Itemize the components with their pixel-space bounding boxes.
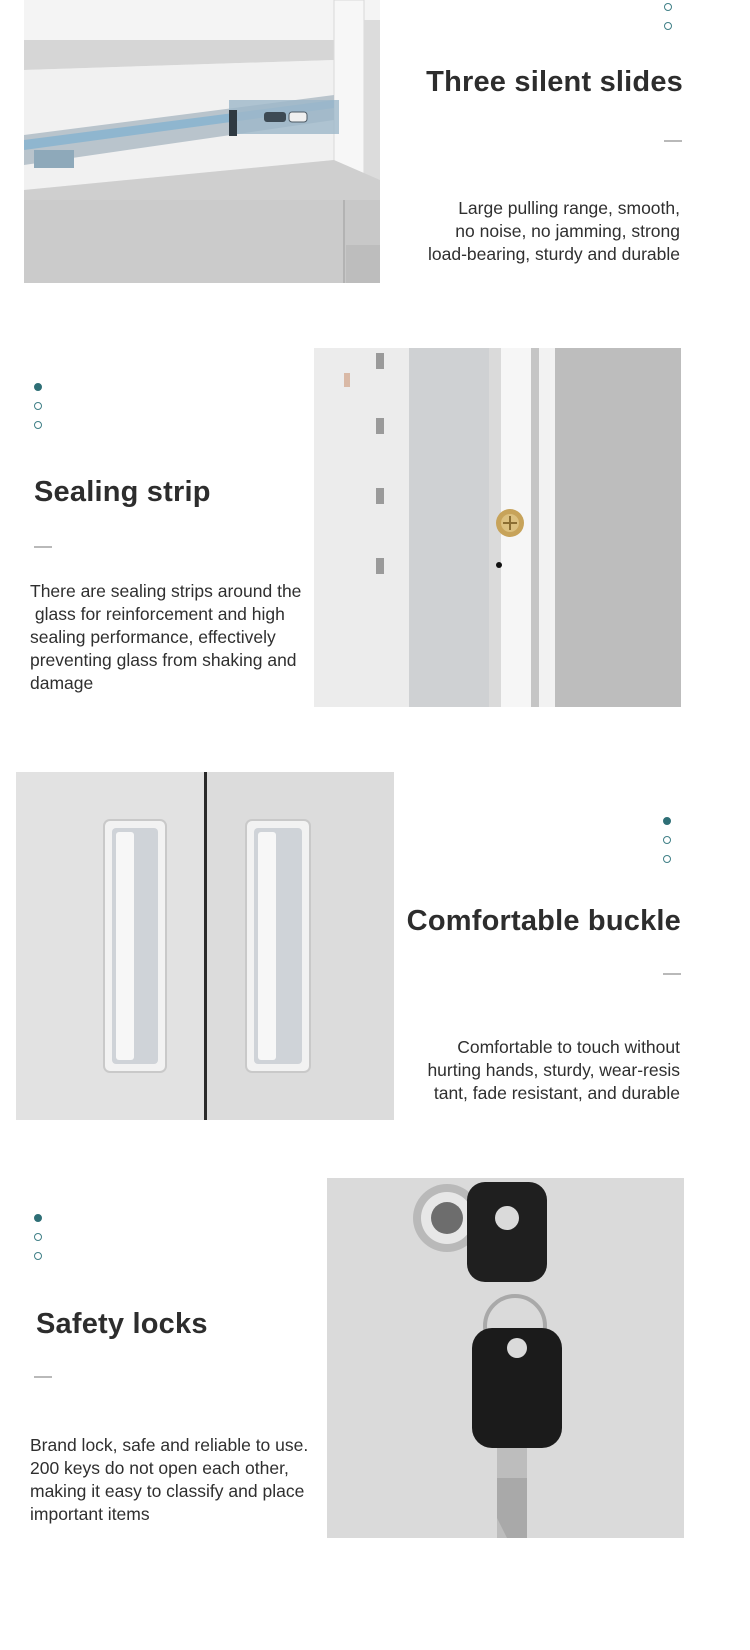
description-line: no noise, no jamming, strong [455, 221, 680, 241]
feature-description [428, 197, 680, 266]
pagination-dots [664, 3, 674, 43]
description-line: glass for reinforcement and high [30, 604, 285, 624]
pagination-dots [663, 817, 673, 867]
feature-section-buckle [0, 770, 750, 1150]
dot-3 [34, 1252, 42, 1260]
description-line: damage [30, 673, 94, 693]
description-line: hurting hands, sturdy, wear-resis [427, 1060, 680, 1080]
glass-door-photo [314, 348, 681, 707]
drawer-slide-photo [24, 0, 380, 283]
feature-section-sealing [0, 340, 750, 730]
dot-2 [34, 402, 42, 410]
description-line: tant, fade resistant, and durable [433, 1083, 680, 1103]
divider-dash [664, 140, 682, 142]
description-line: Large pulling range, smooth, [458, 198, 680, 218]
feature-title: Three silent slides [426, 66, 683, 98]
feature-section-locks [0, 1170, 750, 1650]
feature-section-slides [0, 0, 750, 300]
dot-active [663, 817, 671, 825]
divider-dash [34, 1376, 52, 1378]
dot-3 [663, 855, 671, 863]
description-line: Brand lock, safe and reliable to use. [30, 1435, 309, 1455]
divider-dash [663, 973, 681, 975]
description-line: preventing glass from shaking and [30, 650, 297, 670]
feature-description [30, 580, 301, 695]
feature-title: Sealing strip [34, 476, 211, 508]
feature-description [30, 1434, 308, 1526]
key-lock-photo [327, 1178, 684, 1538]
description-line: Comfortable to touch without [457, 1037, 680, 1057]
description-line: There are sealing strips around the [30, 581, 302, 601]
dot-2 [664, 22, 672, 30]
description-line: making it easy to classify and place [30, 1481, 305, 1501]
dot-2 [663, 836, 671, 844]
divider-dash [34, 546, 52, 548]
feature-description [427, 1036, 680, 1105]
description-line: sealing performance, effectively [30, 627, 276, 647]
recessed-handle-photo [16, 772, 394, 1120]
dot-3 [34, 421, 42, 429]
dot-2 [34, 1233, 42, 1241]
description-line: important items [30, 1504, 150, 1524]
feature-title: Comfortable buckle [406, 905, 681, 937]
dot-active [34, 1214, 42, 1222]
pagination-dots [34, 383, 44, 433]
feature-title: Safety locks [36, 1308, 208, 1340]
dot-active [34, 383, 42, 391]
description-line: 200 keys do not open each other, [30, 1458, 289, 1478]
dot-1 [664, 3, 672, 11]
pagination-dots [34, 1214, 44, 1264]
description-line: load-bearing, sturdy and durable [428, 244, 680, 264]
